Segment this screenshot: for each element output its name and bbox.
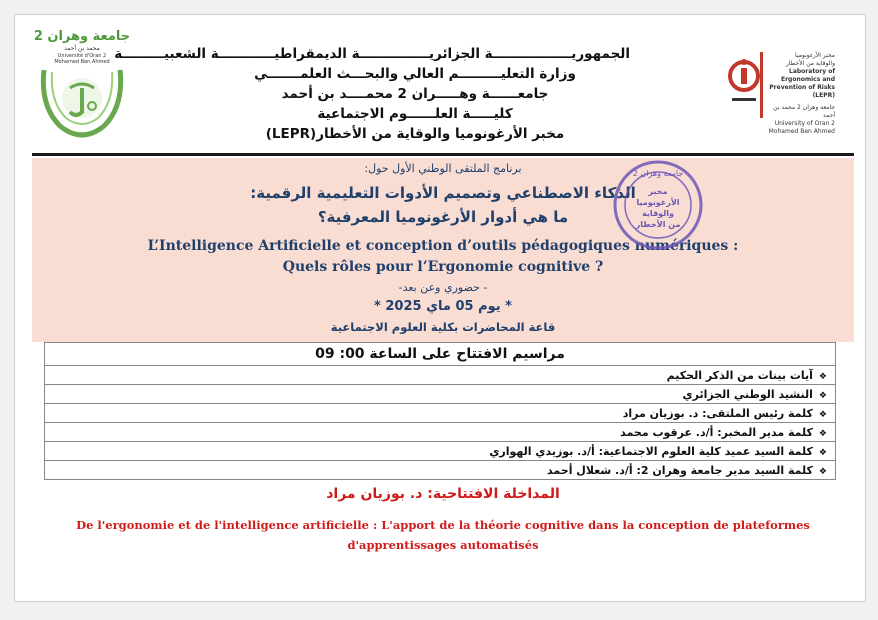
header-block <box>114 44 630 144</box>
programme-title-fr-2: Quels rôles pour l’Ergonomie cognitive ? <box>282 259 604 275</box>
svg-text:من الأخطار: من الأخطار <box>635 220 681 229</box>
header-republic: الجمهوريـــــــــــــــــة الجزائريـــــــــــــــة الديمقراطيــــــــــــة الشعبيـــــــــة <box>114 46 630 62</box>
programme-intro: برنامج الملتقى الوطني الأول حول: <box>364 162 522 175</box>
list-item: ❖كلمة مدير المخبر: أ/د. عرقوب محمد <box>45 423 836 442</box>
opening-talk-label: المداخلة الافتتاحية: د. بوزيان مراد <box>326 486 560 502</box>
logo-subtitle-ar: محمد بن أحمد <box>64 45 100 52</box>
list-item: ❖النشيد الوطني الجزائري <box>45 385 836 404</box>
diamond-bullet-icon: ❖ <box>818 390 827 401</box>
logo-subtitle-fr: Université d'Oran 2 <box>57 53 107 59</box>
opening-ceremony-heading: مراسيم الافتتاح على الساعة 00: 09 <box>45 343 836 366</box>
header-divider <box>32 153 854 156</box>
diamond-bullet-icon: ❖ <box>818 371 827 382</box>
lab-logo-text <box>765 52 835 136</box>
svg-text:والوقاية: والوقاية <box>642 209 674 218</box>
header-ministry: وزارة التعليـــــــــم العالي والبحـــث العلمـــــــي <box>254 66 576 82</box>
lab-univ-ar: جامعة وهران 2 محمد بن أحمد <box>773 104 835 119</box>
svg-text:الأرغونوميا: الأرغونوميا <box>636 198 680 207</box>
opening-talk-title-2: d'apprentissages automatisés <box>347 538 539 552</box>
opening-ceremony-table <box>44 342 836 480</box>
lab-name-en: Laboratory of Ergonomics and <box>780 68 835 83</box>
logo-subtitle-fr2: Mohamed Ben Ahmed <box>54 59 110 65</box>
opening-talk-title-1: De l'ergonomie et de l'intelligence artificielle : L'apport de la théorie cognitive dans la conception de plateformes <box>76 518 810 532</box>
programme-date: * يوم 05 ماي 2025 * <box>374 299 512 314</box>
svg-text:مخبر: مخبر <box>648 187 668 196</box>
diamond-bullet-icon: ❖ <box>818 428 827 439</box>
programme-mode: - حضوري وعن بعد- <box>398 281 488 294</box>
header-faculty: كليـــــة العلــــــوم الاجتماعية <box>317 106 513 122</box>
lab-name-ar: مخبر الأرغونوميا <box>795 52 835 59</box>
programme-title-fr-1: L’Intelligence Artificielle et conception d’outils pédagogiques numériques : <box>147 238 739 254</box>
programme-title-ar-2: ما هي أدوار الأرغونوميا المعرفية؟ <box>317 208 569 226</box>
svg-text:جامعة وهران 2: جامعة وهران 2 <box>632 169 684 178</box>
list-item: ❖آيات بينات من الذكر الحكيم <box>45 366 836 385</box>
lab-name-ar-2: والوقاية من الأخطار <box>785 60 835 67</box>
header-laboratory: مخبر الأرغونوميا والوقاية من الأخطار(LEPR) <box>265 126 565 142</box>
programme-venue: قاعة المحاضرات بكلية العلوم الاجتماعية <box>330 320 556 334</box>
diamond-bullet-icon: ❖ <box>818 466 827 477</box>
lab-univ-en: University of Oran 2 Mohamed Ben Ahmed <box>768 120 835 135</box>
programme-title-ar-1: الذكاء الاصطناعي وتصميم الأدوات التعليمية الرقمية: <box>250 184 636 202</box>
list-item: ❖كلمة السيد مدير جامعة وهران 2: أ/د. شعلال أحمد <box>45 461 836 480</box>
header-university: جامعــــــة وهـــــران 2 محمــــد بن أحمد <box>281 86 549 102</box>
lab-official-stamp <box>611 158 705 252</box>
list-item: ❖كلمة السيد عميد كلية العلوم الاجتماعية: أ/د. بوزيدي الهواري <box>45 442 836 461</box>
diamond-bullet-icon: ❖ <box>818 447 827 458</box>
list-item: ❖كلمة رئيس الملتقى: د. بوزيان مراد <box>45 404 836 423</box>
logo-title: جامعة وهران 2 <box>33 29 131 44</box>
diamond-bullet-icon: ❖ <box>818 409 827 420</box>
lab-name-en-2: Prevention of Risks (LEPR) <box>769 84 835 99</box>
